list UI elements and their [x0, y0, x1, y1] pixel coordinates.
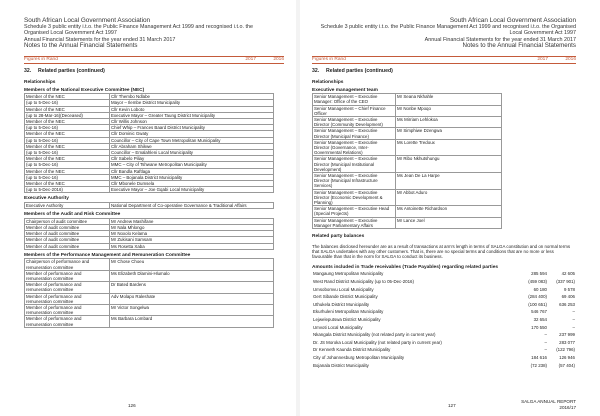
perf-row — [25, 316, 274, 327]
amount-row-cell: Dr. JS Moroka Local Municipality (not related party in current year) — [313, 339, 442, 345]
team-row-cell: Mr Abbot Aduro — [396, 189, 502, 206]
perf-row-cell: Dr Bated Bardens — [110, 282, 274, 293]
amount-row-cell: – — [572, 317, 575, 323]
amount-row-cell: (100 651) — [528, 301, 547, 307]
nec-row-cell: (up to 5-Dec-16) — [25, 174, 110, 180]
balances-title: Related party balances — [312, 234, 365, 240]
amount-row-cell: (337 901) — [556, 279, 575, 285]
team-row — [313, 156, 502, 173]
team-row — [313, 117, 502, 128]
audit-row-cell: Mr Noxolo Kelama — [110, 231, 274, 237]
team-row — [313, 189, 502, 206]
audit-row-cell: Mr Andrew Mashifane — [110, 218, 274, 224]
perf-row-cell: Mr Chose Choeu — [110, 259, 274, 270]
audit-row-cell: Member of audit committee — [25, 225, 110, 231]
audit-row-cell: Mr Zukisani Samsam — [110, 237, 274, 243]
amount-row — [312, 270, 576, 278]
amount-row-cell: Uthukela District Municipality — [313, 301, 370, 307]
amount-row-cell: Lejweleputswa District Municipality — [313, 317, 381, 323]
amount-row — [312, 339, 576, 347]
notes-title: Notes to the Annual Financial Statements — [462, 41, 576, 49]
nec-row-cell: Member of the NEC — [25, 143, 110, 149]
nec-row-cell: Member of the NEC — [25, 94, 110, 100]
relationships-title: Relationships — [24, 80, 56, 86]
team-row — [313, 206, 502, 217]
page-number-right: 127 — [448, 403, 456, 408]
amount-row — [312, 316, 576, 324]
nec-row-cell: (up to 5-Dec-2016) — [25, 187, 110, 193]
amount-row — [312, 331, 576, 339]
amount-row-cell: 126 946 — [559, 355, 575, 361]
team-row-cell: Senior Management – Executive Director (Economic Development & Planning) — [313, 189, 396, 206]
nec-row-cell: (up to 5-Dec-16) — [25, 100, 110, 106]
amounts-table — [312, 270, 576, 369]
perf-row-cell: Member of performance and remuneration committee — [25, 270, 110, 281]
amount-row-cell: (57 404) — [558, 362, 575, 368]
nec-row-cell: Executive Mayor – Joe Gqabi Local Municipality — [110, 187, 274, 193]
amount-row-cell: (459 083) — [528, 279, 547, 285]
audit-row-cell: Member of audit committee — [25, 231, 110, 237]
nec-title: Members of the National Executive Committee (NEC) — [24, 87, 145, 93]
nec-row — [25, 187, 274, 193]
amount-row-cell: 42 605 — [561, 271, 575, 277]
amount-row-cell: 32 654 — [533, 317, 547, 323]
nec-row-cell: Chief Whip – Frances Baard District Municipality — [110, 125, 274, 131]
perf-row-cell: Chairperson of performance and remuneration committee — [25, 259, 110, 270]
amount-row-cell: 184 616 — [531, 355, 547, 361]
nec-row-cell: Councillor – City of Cape Town Metropolitan Municipality — [110, 137, 274, 143]
figures-bar — [24, 56, 284, 64]
amount-row-cell: – — [544, 347, 547, 353]
schedule-line: Schedule 3 public entity i.t.o. the Public Finance Management Act 1999 and recognised i.t.o. the Organised Local Government Act 1997 — [24, 24, 253, 37]
nec-row-cell: Member of the NEC — [25, 131, 110, 137]
team-row-cell: Mr Seana Nkhahle — [396, 94, 502, 105]
perf-row-cell: Member of performance and remuneration committee — [25, 293, 110, 304]
perf-row — [25, 293, 274, 304]
org-name: South African Local Government Association — [24, 17, 151, 24]
team-row-cell: Mr Ribo Nkhutshungu — [396, 156, 502, 173]
exec-row-cell: National Department of Co-operative Governance & Traditional Affairs — [110, 203, 274, 209]
team-row — [313, 105, 502, 116]
amount-row-cell: 237 999 — [559, 332, 575, 338]
report-year: 2016/17 — [559, 404, 576, 410]
perf-row-cell: Adv Molapo Raleshate — [110, 293, 274, 304]
right-header — [312, 18, 576, 49]
team-row-cell: Mr Lance Joel — [396, 217, 502, 228]
team-table — [312, 93, 502, 229]
nec-row-cell: Cllr Bandla Raftlaga — [110, 168, 274, 174]
nec-row-cell: Mayor – Ilembe District Municipality — [110, 100, 274, 106]
perf-row-cell: Ms Elizabeth Dlamini-Hlumalo — [110, 270, 274, 281]
audit-row-cell: Mr Nala Mhlongo — [110, 225, 274, 231]
amount-row-cell: Gert Sibande District Municipality — [313, 294, 378, 300]
team-row — [313, 139, 502, 156]
page-number-left: 126 — [128, 403, 136, 408]
section-heading — [312, 68, 576, 74]
nec-row-cell: (up to 5-Dec-16) — [25, 162, 110, 168]
amount-row — [312, 354, 576, 362]
team-row — [313, 128, 502, 139]
nec-row-cell: (up to 5-Dec-16) — [25, 137, 110, 143]
perf-row-cell: Member of performance and remuneration committee — [25, 305, 110, 316]
period-line: Annual Financial Statements for the year ended 31 March 2017 — [424, 36, 576, 43]
section-number: 32. — [312, 68, 320, 75]
nec-row-cell: Member of the NEC — [25, 181, 110, 187]
amount-row — [312, 324, 576, 332]
perf-row — [25, 305, 274, 316]
amount-row — [312, 286, 576, 294]
balances-text: The balances disclosed hereunder are as a result of transactions at arm's length in terms of SALGA constitution and on normal terms that SALGA undertakes with any other customers. That is, there are no special terms and conditions that are no more or less favourable than that in the norm for SALGA to conduct its business. — [312, 243, 571, 260]
amount-row-cell: (122 796) — [556, 347, 575, 353]
left-page — [0, 0, 296, 416]
nec-row-cell: Member of the NEC — [25, 156, 110, 162]
amount-row-cell: – — [544, 339, 547, 345]
right-page — [300, 0, 600, 416]
amount-row-cell: 60 180 — [533, 286, 547, 292]
perf-title: Members of the Performance Management and Remuneration Committee — [24, 252, 191, 258]
nec-row-cell: Cllr Abraham Shikwe — [110, 143, 274, 149]
audit-row-cell: Ms Rosetta Xaba — [110, 243, 274, 249]
nec-row-cell: Cllr Dominic Gwaty — [110, 131, 274, 137]
audit-table — [24, 218, 274, 250]
nec-row-cell: Councillor – Emalahleni Local Municipality — [110, 150, 274, 156]
year-2017: 2017 — [245, 57, 256, 63]
amount-row-cell: – — [544, 332, 547, 338]
figures-label: Figures in Rand — [24, 57, 58, 63]
section-title: Related parties (continued) — [326, 68, 393, 75]
amount-row-cell: 285 594 — [531, 271, 547, 277]
perf-row-cell: Member of performance and remuneration committee — [25, 316, 110, 327]
audit-row-cell: Member of audit committee — [25, 237, 110, 243]
amount-row-cell: (72 238) — [530, 362, 547, 368]
section-heading — [24, 68, 284, 74]
team-row-cell: Senior Management – Executive Director (Municipal Institutional Development) — [313, 156, 396, 173]
team-row-cell: Senior Management – Executive Director (Governance, Inter-Governmental Relations) — [313, 139, 396, 156]
amount-row-cell: Umsobomvu Local Municipality — [313, 286, 374, 292]
team-row-cell: Mr Nonbe Mpoqo — [396, 105, 502, 116]
nec-row-cell: MMC – Bojanala District Municipality — [110, 174, 274, 180]
exec-title: Executive Authority — [24, 196, 69, 202]
nec-row-cell: Cllr Sabelo Piliay — [110, 156, 274, 162]
amount-row-cell: 283 077 — [559, 339, 575, 345]
perf-row — [25, 259, 274, 270]
figures-label: Figures in Rand — [312, 57, 346, 63]
section-title: Related parties (continued) — [38, 68, 105, 75]
nec-row-cell: Member of the NEC — [25, 168, 110, 174]
amount-row — [312, 293, 576, 301]
team-row-cell: Senior Management – Chief Finance Officer — [313, 105, 396, 116]
amount-row-cell: Nkangala District Municipality (not related party in current year) — [313, 332, 436, 338]
amount-row-cell: 636 253 — [559, 301, 575, 307]
schedule-line: Schedule 3 public entity i.t.o. the Public Finance Management Act 1999 and recognised i.t.o. the Organised Local Government Act 1997 — [320, 24, 576, 37]
team-row-cell: Ms Lorette Tredoux — [396, 139, 502, 156]
amount-row-cell: Ekurhuleni Metropolitan Municipality — [313, 309, 384, 315]
audit-title: Members of the Audit and Risk Committee — [24, 212, 121, 218]
perf-row — [25, 282, 274, 293]
audit-row-cell: Member of audit committee — [25, 243, 110, 249]
amounts-title: Amounts included in Trade receivables (Trade Payables) regarding related parties — [312, 264, 499, 270]
year-2016: 2016 — [565, 57, 576, 63]
nec-row-cell: (up to 28-Mar-16)(Deceased) — [25, 112, 110, 118]
perf-row-cell: Member of performance and remuneration committee — [25, 282, 110, 293]
period-line: Annual Financial Statements for the year ended 31 March 2017 — [24, 36, 176, 43]
report-tag — [521, 399, 576, 410]
nec-row-cell: Cllr Thembo Ndlabe — [110, 94, 274, 100]
exec-row — [25, 203, 274, 209]
team-row-cell: Senior Management – Executive Head (Special Projects) — [313, 206, 396, 217]
notes-title: Notes to the Annual Financial Statements — [24, 41, 138, 49]
nec-row-cell: (up to 5-Dec-16) — [25, 150, 110, 156]
amount-row-cell: Mangaung Metropolitan Municipality — [313, 271, 384, 277]
amount-row — [312, 362, 576, 370]
team-row — [313, 173, 502, 190]
amount-row-cell: (284 400) — [528, 294, 547, 300]
team-row-cell: Senior Management – Executive Manager: Office of the CEO — [313, 94, 396, 105]
section-number: 32. — [24, 68, 32, 75]
amount-row — [312, 308, 576, 316]
report-title: SALGA ANNUAL REPORT — [521, 399, 576, 405]
perf-row-cell: Mr Victor Songelwa — [110, 305, 274, 316]
nec-row-cell: Cllr Willis Johnson — [110, 119, 274, 125]
exec-row-cell: Executive Authority — [25, 203, 110, 209]
team-row-cell: Senior Management – Executive Director (Municipal Infrastructure Services) — [313, 173, 396, 190]
year-2016: 2016 — [273, 57, 284, 63]
team-title: Executive management team — [312, 87, 378, 93]
amount-row-cell: 9 578 — [564, 286, 575, 292]
audit-row-cell: Chairperson of audit committee — [25, 218, 110, 224]
nec-row-cell: Member of the NEC — [25, 119, 110, 125]
amount-row — [312, 346, 576, 354]
amount-row — [312, 278, 576, 286]
team-row-cell: Ms Jean De La Harpe — [396, 173, 502, 190]
amount-row-cell: Bojanala District Municipality — [313, 362, 369, 368]
team-row — [313, 217, 502, 228]
figures-bar — [312, 56, 576, 64]
nec-row-cell: Member of the NEC — [25, 106, 110, 112]
year-2017: 2017 — [537, 57, 548, 63]
audit-row — [25, 243, 274, 249]
org-name: South African Local Government Association — [449, 17, 576, 24]
left-header — [24, 18, 284, 49]
nec-row-cell: MMC – City of Tshwane Metropolitan Municipality — [110, 162, 274, 168]
team-row-cell: Mr Simphiwe Dzengwa — [396, 128, 502, 139]
nec-row-cell: Executive Mayor – Greater Taung District Municipality — [110, 112, 274, 118]
relationships-title: Relationships — [312, 80, 344, 86]
amount-row-cell: 546 767 — [531, 309, 547, 315]
amount-row-cell: 170 550 — [531, 324, 547, 330]
amount-row-cell: – — [572, 309, 575, 315]
team-row-cell: Ms Antoinette Richardson — [396, 206, 502, 217]
exec-table — [24, 202, 274, 209]
amount-row-cell: City of Johannesburg Metropolitan Municipality — [313, 355, 405, 361]
perf-table — [24, 258, 274, 327]
amount-row-cell: Dr Kenneth Kaunda District Municipality — [313, 347, 391, 353]
perf-row-cell: Ms Barbara Lombard — [110, 316, 274, 327]
amount-row-cell: 69 406 — [561, 294, 575, 300]
nec-row-cell: Cllr Kevin Loboto — [110, 106, 274, 112]
perf-row — [25, 270, 274, 281]
team-row — [313, 94, 502, 105]
team-row-cell: Ms Mirriam Lehlokoa — [396, 117, 502, 128]
amount-row — [312, 301, 576, 309]
nec-row-cell: (up to 5-Dec-16) — [25, 125, 110, 131]
team-row-cell: Senior Management – Executive Director (Municipal Finance) — [313, 128, 396, 139]
nec-row-cell: Cllr Mbonele Dumsela — [110, 181, 274, 187]
amount-row-cell: Umvoti Local Municipality — [313, 324, 363, 330]
nec-table — [24, 93, 274, 193]
amount-row-cell: – — [572, 324, 575, 330]
amount-row-cell: West Rand District Municipality (up to 05-Dec-2016) — [313, 279, 414, 285]
team-row-cell: Senior Management – Executive Director (Community Development) — [313, 117, 396, 128]
team-row-cell: Senior Management – Executive Manager Parliamentary Affairs — [313, 217, 396, 228]
